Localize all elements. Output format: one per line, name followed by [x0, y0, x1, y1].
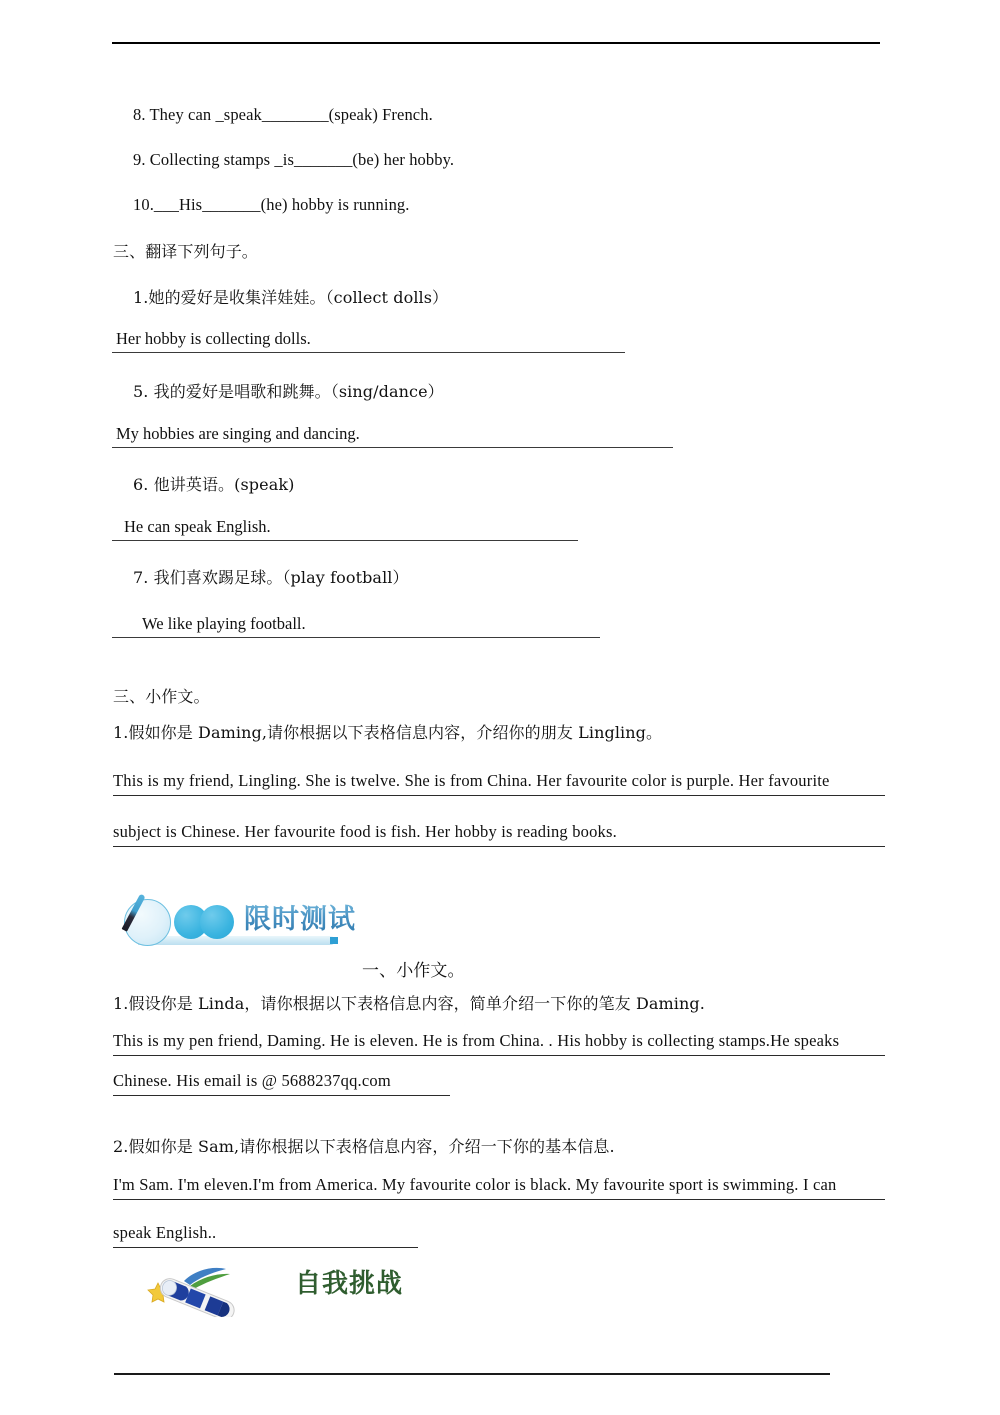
composition-section-heading: 三、小作文。 [113, 687, 210, 706]
translation-answer-3-text: He can speak English. [124, 517, 271, 536]
translation-answer-2-text: My hobbies are singing and dancing. [116, 424, 360, 443]
timed-test-task-2-answer-line-2: speak English.. [113, 1220, 418, 1248]
composition-prompt-1: 1.假如你是 Daming,请你根据以下表格信息内容，介绍你的朋友 Lingling。 [113, 723, 663, 742]
timed-test-task-2-answer-line-1: I'm Sam. I'm eleven.I'm from America. My favourite color is black. My favourite sport is swimming. I can [113, 1172, 885, 1200]
timed-test-task-2-prompt: 2.假如你是 Sam,请你根据以下表格信息内容，介绍一下你的基本信息. [113, 1137, 615, 1156]
translation-prompt-3: 6. 他讲英语。(speak) [133, 475, 295, 494]
translation-answer-1-text: Her hobby is collecting dolls. [116, 329, 311, 348]
banner-bar-tip [330, 937, 338, 944]
timed-test-banner [116, 893, 356, 955]
self-challenge-icon [140, 1255, 250, 1317]
timed-test-banner-label: 限时测试 [244, 897, 356, 936]
timed-test-task-1-answer-line-2: Chinese. His email is @ 5688237qq.com [113, 1068, 450, 1096]
footer-rule [114, 1373, 830, 1375]
translation-section-heading: 三、翻译下列句子。 [113, 242, 258, 261]
composition-answer-line-1: This is my friend, Lingling. She is twelve. She is from China. Her favourite color is purple. Her favourite [113, 768, 885, 796]
timed-test-task-1-answer-line-1: This is my pen friend, Daming. He is eleven. He is from China. . His hobby is collecting stamps.He speaks [113, 1028, 885, 1056]
self-challenge-label: 自我挑战 [295, 1269, 404, 1299]
fill-blank-item-8: 8. They can _speak________(speak) French. [133, 105, 433, 124]
banner-dot-right-icon [200, 905, 234, 939]
timed-test-task-1-prompt: 1.假设你是 Linda，请你根据以下表格信息内容，简单介绍一下你的笔友 Daming. [113, 994, 705, 1013]
composition-answer-line-2: subject is Chinese. Her favourite food is fish. Her hobby is reading books. [113, 819, 885, 847]
translation-answer-1 [112, 327, 625, 353]
translation-answer-4 [112, 612, 600, 638]
self-challenge-section [140, 1255, 404, 1317]
translation-answer-4-text: We like playing football. [142, 614, 306, 633]
translation-prompt-2: 5. 我的爱好是唱歌和跳舞。（sing/dance） [133, 382, 444, 401]
translation-prompt-1: 1.她的爱好是收集洋娃娃。（collect dolls） [133, 288, 449, 307]
fill-blank-item-9: 9. Collecting stamps _is_______(be) her hobby. [133, 150, 455, 169]
translation-answer-2 [112, 422, 673, 448]
header-rule [112, 42, 880, 44]
fill-blank-item-10: 10.___His_______(he) hobby is running. [133, 195, 410, 214]
banner-bar [138, 936, 334, 945]
translation-answer-3 [112, 515, 578, 541]
timed-test-section-heading: 一、小作文。 [362, 961, 465, 981]
translation-prompt-4: 7. 我们喜欢踢足球。（play football） [133, 568, 409, 587]
